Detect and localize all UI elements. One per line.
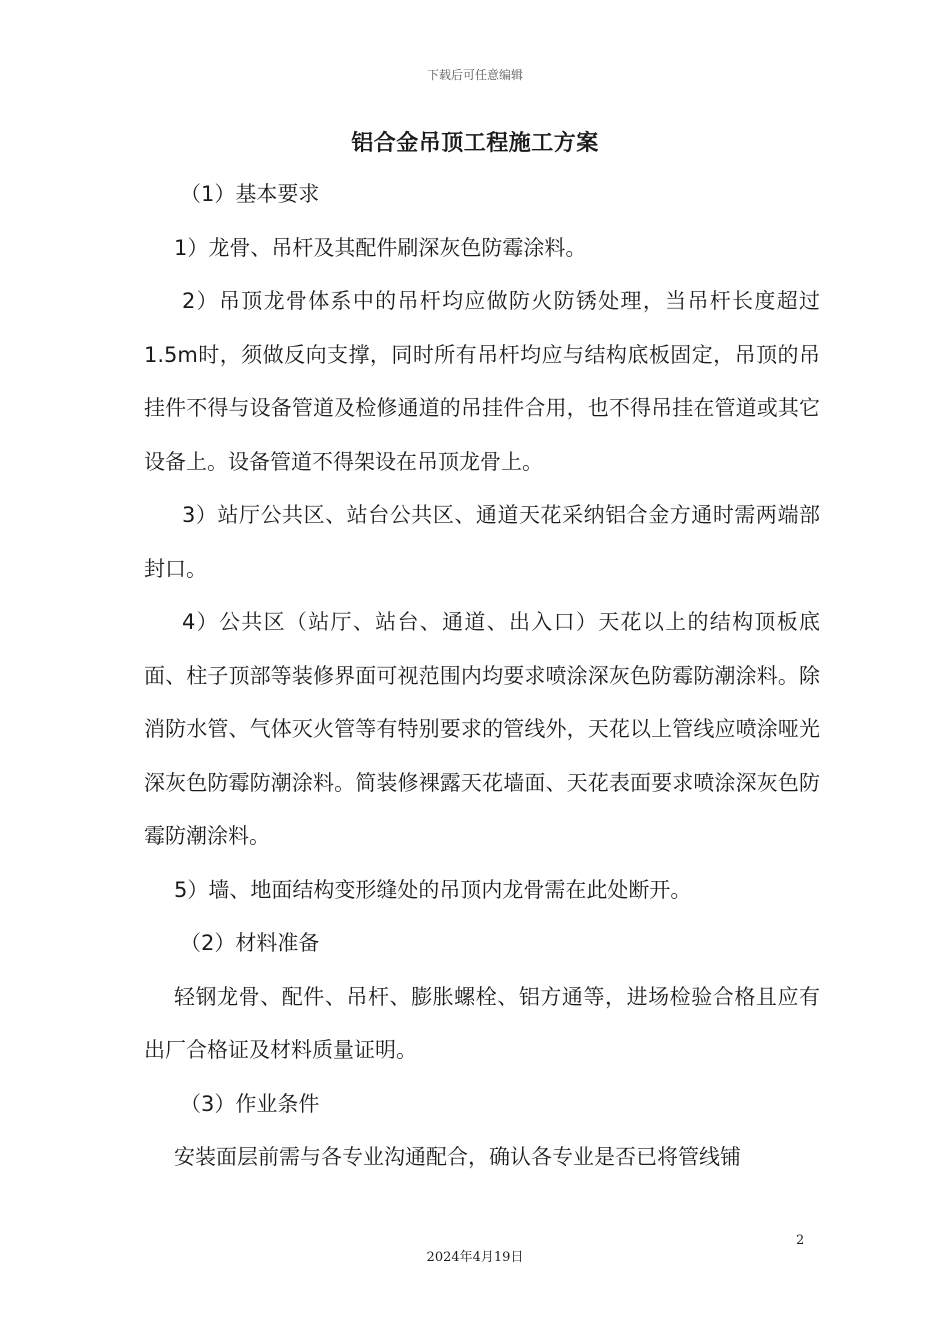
document-title: 铝合金吊顶工程施工方案 [351, 131, 599, 156]
paragraph-work-conditions: 安装面层前需与各专业沟通配合，确认各专业是否已将管线铺 [174, 1145, 741, 1169]
footer-date: 2024年4月19日 [426, 1250, 524, 1265]
document-body [144, 168, 820, 1185]
paragraph-materials: 轻钢龙骨、配件、吊杆、膨胀螺栓、铝方通等，进场检验合格且应有出厂合格证及材料质量证明。 [144, 984, 820, 1062]
paragraph-item-1: 1）龙骨、吊杆及其配件刷深灰色防霉涂料。 [174, 235, 587, 260]
paragraph-item-4: 4）公共区（站厅、站台、通道、出入口）天花以上的结构顶板底面、柱子顶部等装修界面可视范围内均要求喷涂深灰色防霉防潮涂料。除消防水管、气体灭火管等有特别要求的管线外，天花以上管线应喷涂哑光深灰色防霉防潮涂料。简装修裸露天花墙面、天花表面要求喷涂深灰色防霉防潮涂料。 [144, 610, 820, 848]
paragraph-item-2: 2）吊顶龙骨体系中的吊杆均应做防火防锈处理，当吊杆长度超过1.5m时，须做反向支撑，同时所有吊杆均应与结构底板固定，吊顶的吊挂件不得与设备管道及检修通道的吊挂件合用，也不得吊挂在管道或其它设备上。设备管道不得架设在吊顶龙骨上。 [144, 289, 820, 474]
section-heading-basic-requirements: （1）基本要求 [180, 182, 320, 206]
header-note: 下载后可任意编辑 [426, 68, 523, 82]
page-number: 2 [796, 1233, 805, 1248]
paragraph-item-3: 3）站厅公共区、站台公共区、通道天花采纳铝合金方通时需两端部封口。 [144, 503, 820, 581]
section-heading-material-preparation: （2）材料准备 [180, 931, 320, 955]
paragraph-item-5: 5）墙、地面结构变形缝处的吊顶内龙骨需在此处断开。 [174, 877, 692, 902]
section-heading-work-conditions: （3）作业条件 [180, 1091, 320, 1116]
